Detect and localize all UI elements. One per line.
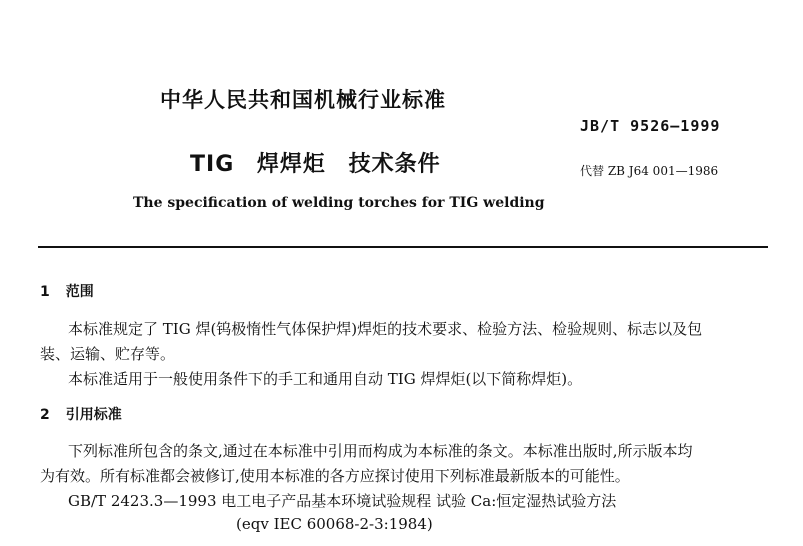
- referenced-standard-equivalence: (eqv IEC 60068-2-3:1984): [236, 515, 433, 533]
- replaces-note: 代替 ZB J64 001—1986: [580, 164, 719, 178]
- section-1-title: 范围: [65, 284, 94, 300]
- section-2-paragraph-1-cont: 为有效。所有标准都会被修订,使用本标准的各方应探讨使用下列标准最新版本的可能性。: [40, 467, 630, 485]
- section-2-title: 引用标准: [65, 407, 122, 423]
- section-1-number: 1: [40, 284, 50, 300]
- org-title: 中华人民共和国机械行业标准: [160, 88, 446, 112]
- section-2-heading: [40, 404, 122, 424]
- section-1-paragraph-2: 本标准适用于一般使用条件下的手工和通用自动 TIG 焊焊炬(以下简称焊炬)。: [68, 370, 583, 388]
- section-1-heading: [40, 281, 94, 301]
- section-1-paragraph-1-cont: 装、运输、贮存等。: [40, 345, 176, 363]
- standard-number: JB/T 9526—1999: [580, 117, 721, 135]
- document-title-chinese: TIG 焊焊炬 技术条件: [190, 152, 441, 177]
- section-1-paragraph-1: 本标准规定了 TIG 焊(钨极惰性气体保护焊)焊炬的技术要求、检验方法、检验规则、标志以及包: [68, 320, 703, 338]
- header-divider: [38, 246, 768, 248]
- section-2-number: 2: [40, 407, 50, 423]
- document-title-english: The specification of welding torches for TIG welding: [133, 195, 545, 211]
- referenced-standard: GB/T 2423.3—1993 电工电子产品基本环境试验规程 试验 Ca:恒定湿热试验方法: [68, 492, 617, 510]
- section-2-paragraph-1: 下列标准所包含的条文,通过在本标准中引用而构成为本标准的条文。本标准出版时,所示版本均: [68, 442, 693, 460]
